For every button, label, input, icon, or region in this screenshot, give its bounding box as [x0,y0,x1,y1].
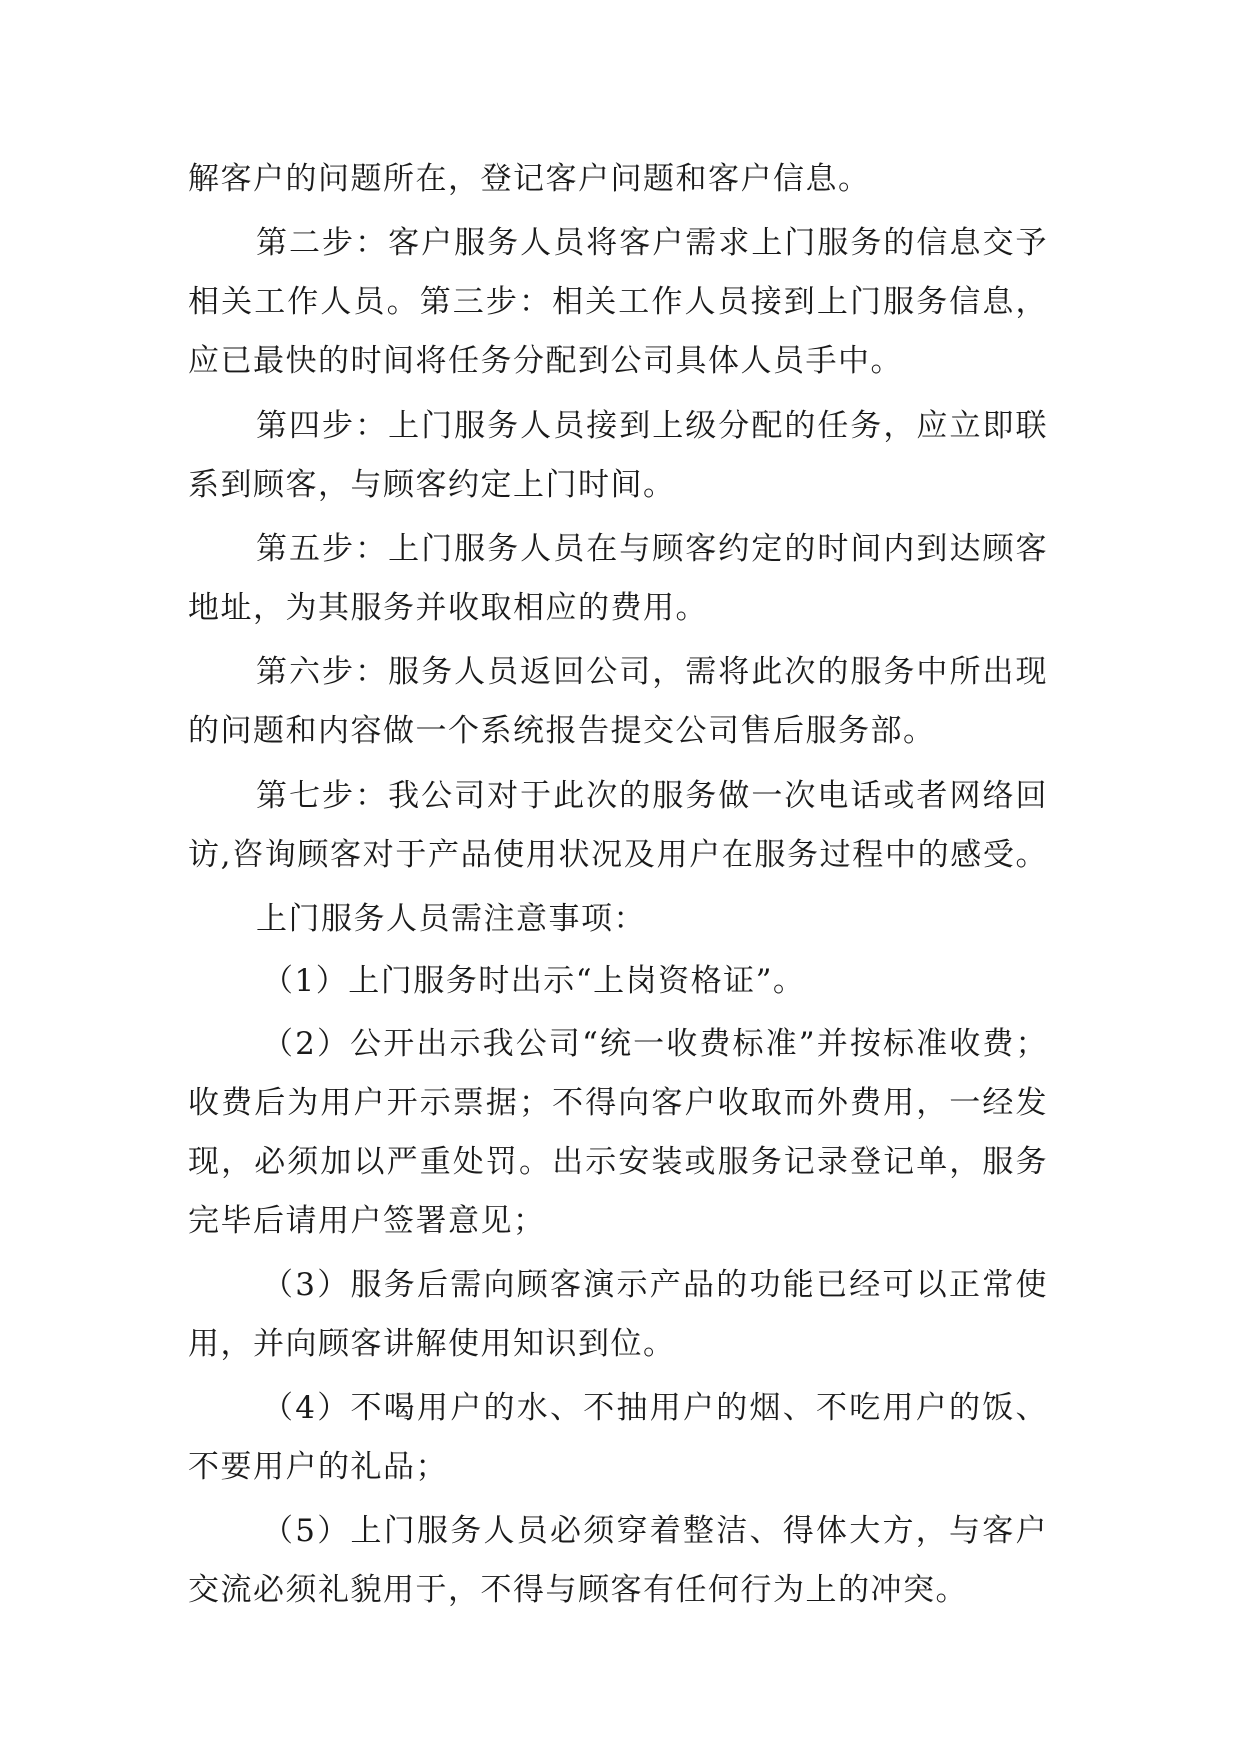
notes-heading: 上门服务人员需注意事项： [256,901,646,937]
step-7-line-2: 访,咨询顾客对于产品使用状况及用户在服务过程中的感受。 [188,837,1048,873]
note-2-line-1: （2）公开出示我公司“统一收费标准”并按标准收费； [262,1026,1048,1062]
note-4-line-2: 不要用户的礼品； [188,1449,448,1485]
note-2-line-3: 现，必须加以严重处罚。出示安装或服务记录登记单，服务 [188,1144,1048,1180]
note-2-line-2: 收费后为用户开示票据；不得向客户收取而外费用，一经发 [188,1085,1048,1121]
note-3-line-1: （3）服务后需向顾客演示产品的功能已经可以正常使 [262,1267,1048,1303]
step-5-line-2: 地址，为其服务并收取相应的费用。 [188,590,708,626]
step-4-line-1: 第四步：上门服务人员接到上级分配的任务，应立即联 [256,408,1048,444]
step-2-line-2: 相关工作人员。第三步：相关工作人员接到上门服务信息， [188,284,1048,320]
note-3-line-2: 用，并向顾客讲解使用知识到位。 [188,1326,676,1362]
step-6-line-2: 的问题和内容做一个系统报告提交公司售后服务部。 [188,713,936,749]
step-6-line-1: 第六步：服务人员返回公司，需将此次的服务中所出现 [256,654,1048,690]
note-5-line-2: 交流必须礼貌用于，不得与顾客有任何行为上的冲突。 [188,1572,968,1608]
step-3-line-3: 应已最快的时间将任务分配到公司具体人员手中。 [188,343,903,379]
note-5-line-1: （5）上门服务人员必须穿着整洁、得体大方，与客户 [262,1513,1048,1549]
step-7-line-1: 第七步：我公司对于此次的服务做一次电话或者网络回 [256,778,1048,814]
text-line-1: 解客户的问题所在，登记客户问题和客户信息。 [188,161,871,197]
note-1-line-1: （1）上门服务时出示“上岗资格证”。 [262,963,806,999]
note-4-line-1: （4）不喝用户的水、不抽用户的烟、不吃用户的饭、 [262,1390,1048,1426]
step-2-line-1: 第二步：客户服务人员将客户需求上门服务的信息交予 [256,225,1048,261]
step-4-line-2: 系到顾客，与顾客约定上门时间。 [188,467,676,503]
step-5-line-1: 第五步：上门服务人员在与顾客约定的时间内到达顾客 [256,531,1048,567]
note-2-line-4: 完毕后请用户签署意见； [188,1203,546,1239]
